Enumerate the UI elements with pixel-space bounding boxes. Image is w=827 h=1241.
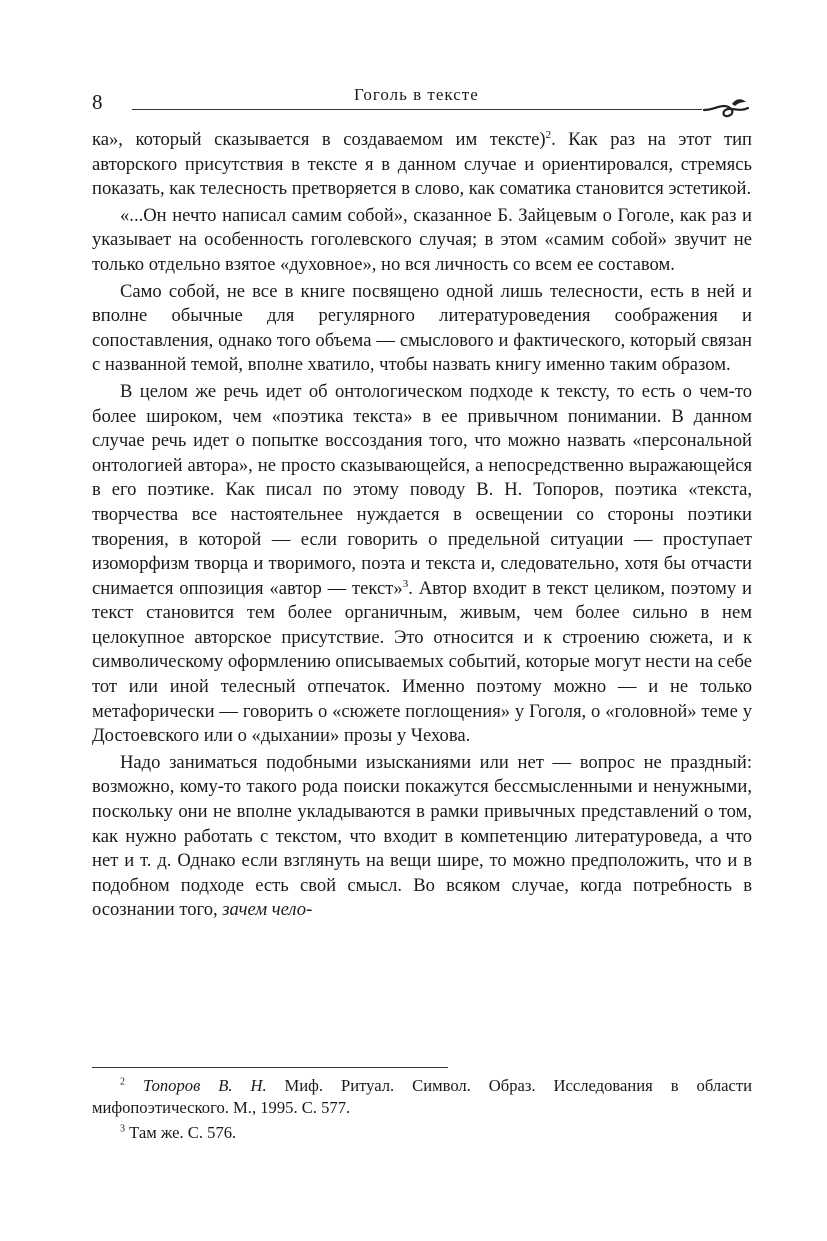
paragraph-5: Надо заниматься подобными изысканиями или нет — вопрос не праздный: возможно, кому-то такого рода поиски покажутся бессмысленными и ненужными, поскольку они не вполне укладываются в рамки привычных представлений о том, как нужно работать с текстом, что входит в компетенцию литературоведа, а что нет и т. д. Однако если взглянуть на вещи шире, то можно предположить, что и в подобном подходе есть свой смысл. Во всяком случае, когда потребность в осознании того, зачем чело- xyxy=(92,751,752,921)
footnote-2: $^2$ Топоров В. Н. Миф. Ритуал. Символ. Образ. Исследования в области мифопоэтического. М., 1995. С. 577. xyxy=(92,1076,752,1117)
paragraph-3: Само собой, не все в книге посвящено одной лишь телесности, есть в ней и вполне обычные для регулярного литературоведения соображения и сопоставления, однако того объема — смыслового и фактического, который связан с названной темой, вполне хватило, чтобы назвать книгу именно таким образом. xyxy=(92,280,752,376)
header-rule xyxy=(132,109,702,110)
footnote-ref-3[interactable]: 3 xyxy=(402,577,409,590)
running-header xyxy=(92,82,752,122)
footnote-3: $^3$ Там же. С. 576. xyxy=(120,1123,237,1142)
paragraph-2: «...Он нечто написал самим собой», сказанное Б. Зайцевым о Гоголе, как раз и указывает на особенность гоголевского случая; в этом «самим собой» звучит не только отдельно взятое «духовное», но вся личность со всем ее составом. xyxy=(92,204,752,275)
ornament-icon xyxy=(702,94,752,120)
main-text xyxy=(92,128,752,923)
paragraph-4: В целом же речь идет об онтологическом подходе к тексту, то есть о чем-то более широком, чем «поэтика текста» в ее привычном понимании. В данном случае речь идет о попытке воссоздания того, что можно назвать «персональной онтологией автора», не просто сказывающейся, а непосредственно выражающейся в его поэтике. Как писал по этому поводу В. Н. Топоров, поэтика «текста, творчества все настоятельнее нуждается в освещении со стороны поэтики творения, в которой — если говорить о предельной ситуации — проступает изоморфизм творца и творимого, поэта и текста и, следовательно, хотя бы отчасти снимается оппозиция «автор — текст»$^3$. Автор входит в текст целиком, поэтому и текст становится тем более органичным, живым, чем более сильно в нем целокупное авторское присутствие. Это относится и к строению сюжета, и к символическому оформлению описываемых событий, которые могут нести на себе тот или иной телесный отпечаток. Именно поэтому можно — и не только метафорически — говорить о «сюжете поглощения» у Гоголя, о «головной» теме у Достоевского или о «дыхании» прозы у Чехова. xyxy=(92,380,752,747)
running-title: Гоголь в тексте xyxy=(354,85,479,104)
paragraph-1: ка», который сказывается в создаваемом им тексте)$^2$. Как раз на этот тип авторского присутствия в тексте я в данном случае и ориентировался, стремясь показать, как телесность претворяется в слово, как соматика становится эстетикой. xyxy=(92,128,753,200)
page-number: 8 xyxy=(92,90,103,114)
footnotes xyxy=(92,1075,752,1148)
footnote-rule xyxy=(92,1067,448,1068)
footnote-ref-2[interactable]: 2 xyxy=(545,128,552,141)
